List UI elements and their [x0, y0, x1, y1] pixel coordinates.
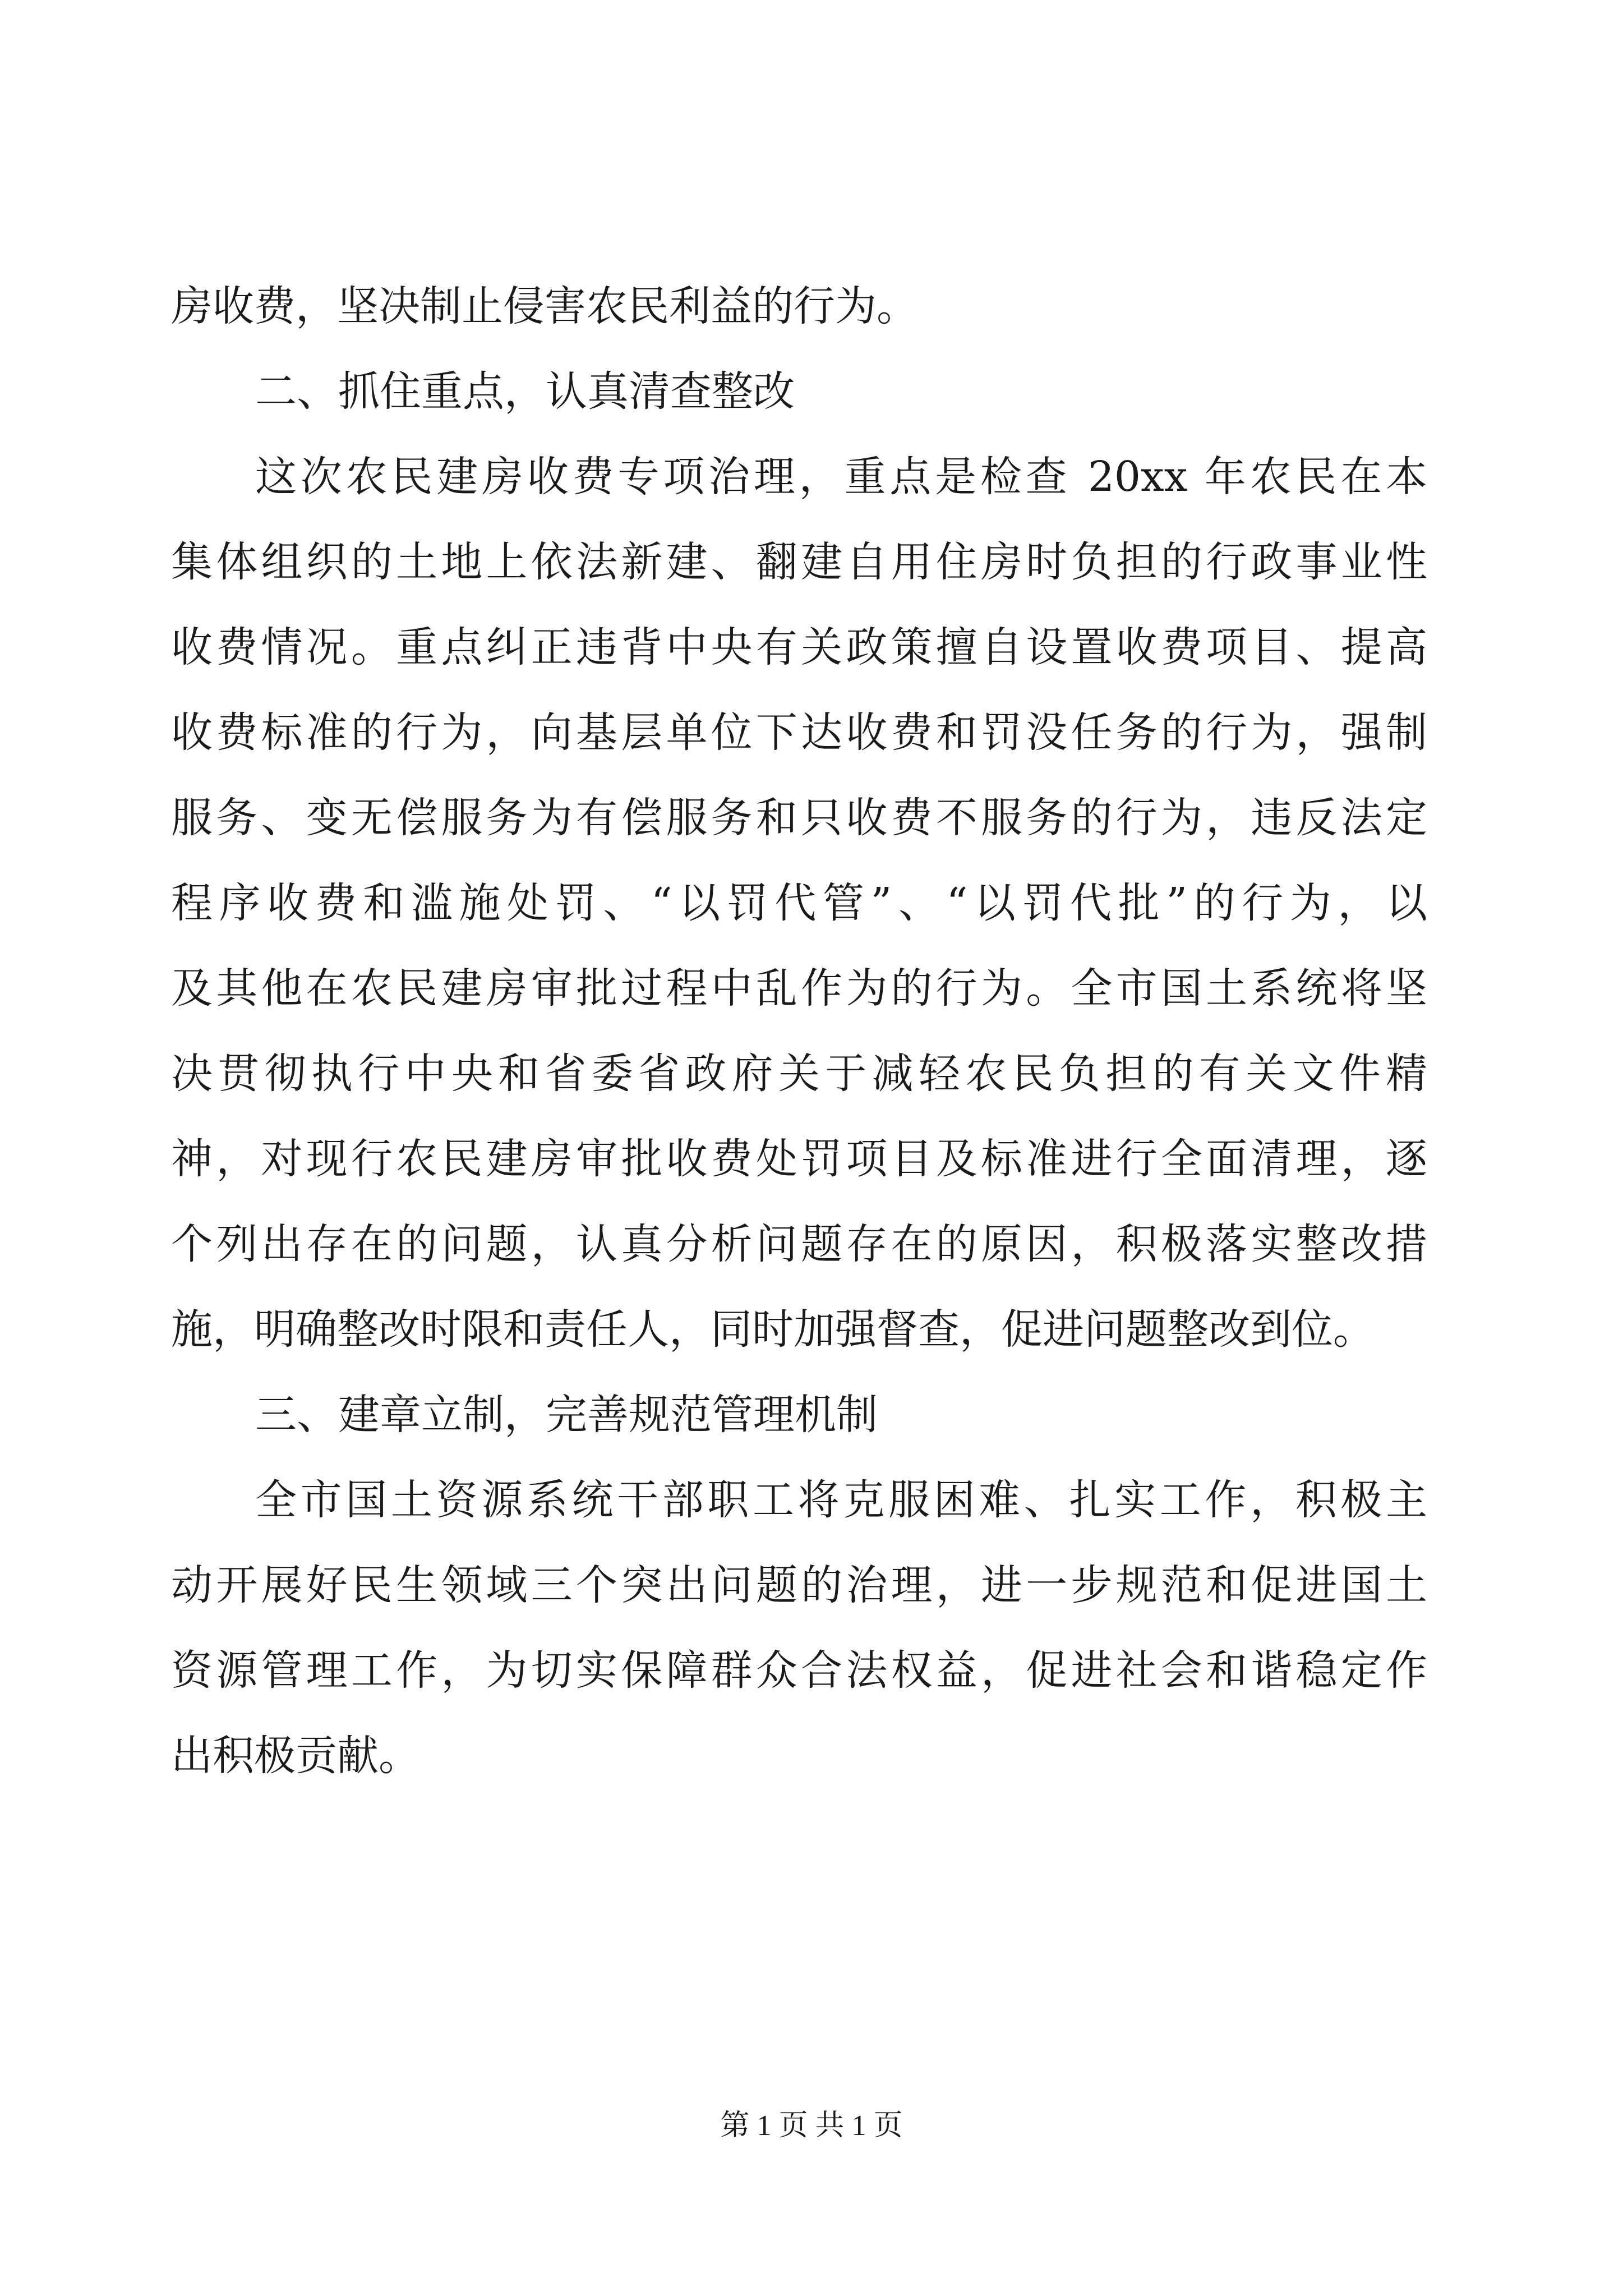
- paragraph-line: 收费标准的行为，向基层单位下达收费和罚没任务的行为，强制: [171, 708, 1427, 757]
- paragraph-line: 收费情况。重点纠正违背中央有关政策擅自设置收费项目、提高: [171, 623, 1427, 671]
- section-heading-2: 二、抓住重点，认真清查整改: [255, 367, 795, 416]
- section-heading-3: 三、建章立制，完善规范管理机制: [255, 1391, 878, 1439]
- paragraph-line: 动开展好民生领域三个突出问题的治理，进一步规范和促进国土: [171, 1561, 1427, 1609]
- document-body: [171, 264, 1427, 1798]
- paragraph-line: 决贯彻执行中央和省委省政府关于减轻农民负担的有关文件精: [171, 1050, 1427, 1098]
- paragraph-line-end: 出积极贡献。: [171, 1732, 420, 1780]
- paragraph-line: 全市国土资源系统干部职工将克服困难、扎实工作，积极主: [255, 1476, 1427, 1524]
- paragraph-line-end: 施，明确整改时限和责任人，同时加强督查，促进问题整改到位。: [171, 1305, 1375, 1354]
- paragraph-line: 及其他在农民建房审批过程中乱作为的行为。全市国土系统将坚: [171, 964, 1427, 1013]
- paragraph-line: 程序收费和滥施处罚、“以罚代管”、“以罚代批”的行为，以: [171, 879, 1427, 927]
- paragraph-line: 神，对现行农民建房审批收费处罚项目及标准进行全面清理，逐: [171, 1135, 1427, 1183]
- paragraph-line: 这次农民建房收费专项治理，重点是检查 20xx 年农民在本: [255, 453, 1427, 501]
- paragraph-line: 集体组织的土地上依法新建、翻建自用住房时负担的行政事业性: [171, 538, 1427, 586]
- paragraph-line-continuation: 房收费，坚决制止侵害农民利益的行为。: [171, 282, 918, 330]
- paragraph-line: 个列出存在的问题，认真分析问题存在的原因，积极落实整改措: [171, 1220, 1427, 1268]
- page-footer: 第 1 页 共 1 页: [720, 2110, 903, 2142]
- paragraph-line: 资源管理工作，为切实保障群众合法权益，促进社会和谐稳定作: [171, 1646, 1427, 1695]
- paragraph-line: 服务、变无偿服务为有偿服务和只收费不服务的行为，违反法定: [171, 794, 1427, 842]
